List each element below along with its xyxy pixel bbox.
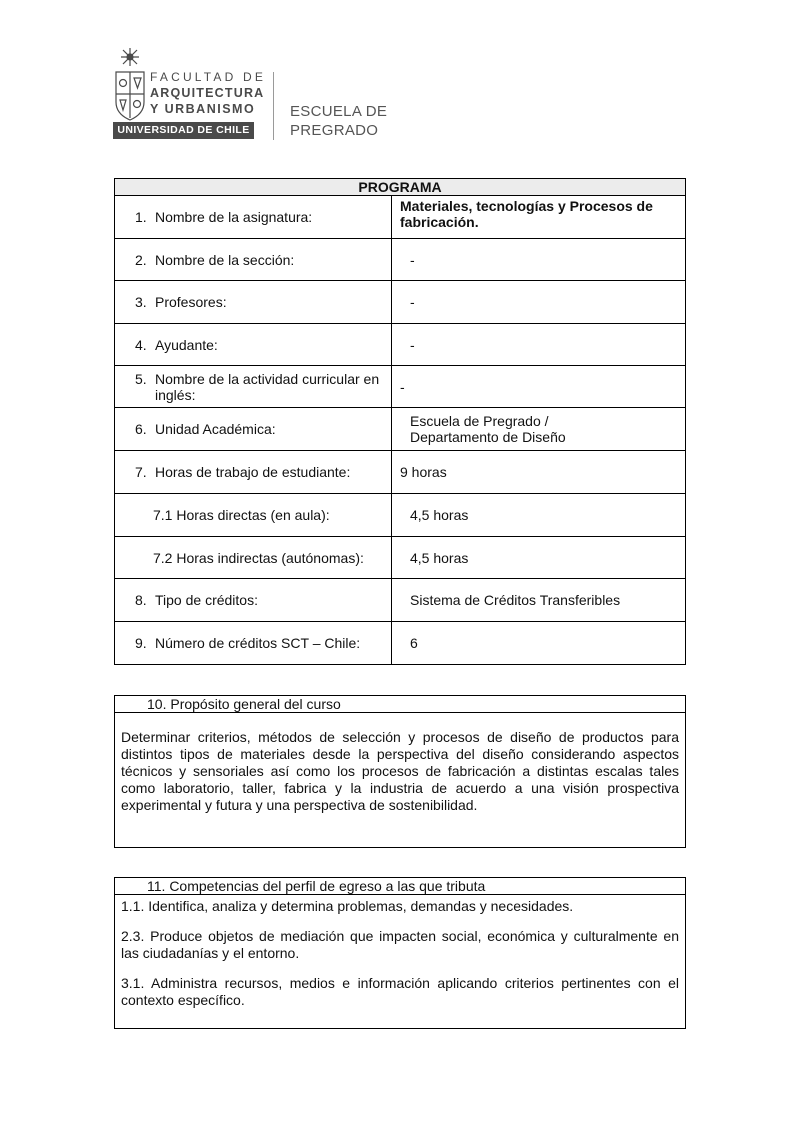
program-title: PROGRAMA bbox=[115, 179, 686, 196]
competency-item: 2.3. Produce objetos de mediación que impacten social, económica y culturalmente en las ciudadanías y el entorno. bbox=[121, 928, 679, 961]
school-name-line2: PREGRADO bbox=[290, 122, 379, 139]
english-name-value: - bbox=[392, 366, 686, 408]
row-label bbox=[115, 408, 392, 451]
logo-divider bbox=[273, 72, 274, 140]
purpose-heading: 10. Propósito general del curso bbox=[115, 696, 685, 713]
table-row bbox=[115, 494, 686, 537]
row-label-text: Horas de trabajo de estudiante: bbox=[155, 464, 351, 480]
row-label bbox=[115, 579, 392, 622]
row-label bbox=[115, 366, 392, 408]
competencies-body bbox=[115, 895, 685, 1009]
row-label bbox=[115, 324, 392, 366]
university-name-bar: UNIVERSIDAD DE CHILE bbox=[113, 122, 254, 139]
row-label-text: Nombre de la asignatura: bbox=[155, 209, 313, 225]
row-number: 9. bbox=[135, 635, 147, 651]
row-label bbox=[115, 239, 392, 281]
table-row bbox=[115, 408, 686, 451]
sct-credits-value: 6 bbox=[392, 622, 686, 665]
row-label bbox=[115, 537, 392, 579]
program-table bbox=[114, 178, 686, 665]
row-number: 6. bbox=[135, 421, 147, 437]
row-number: 5. bbox=[135, 370, 147, 387]
row-number: 4. bbox=[135, 336, 147, 353]
table-row bbox=[115, 579, 686, 622]
row-label bbox=[115, 622, 392, 665]
table-row bbox=[115, 239, 686, 281]
purpose-box bbox=[114, 695, 686, 848]
row-number: 2. bbox=[135, 251, 147, 268]
table-row bbox=[115, 451, 686, 494]
row-label bbox=[115, 196, 392, 239]
row-label-text: Nombre de la actividad curricular en inglés: bbox=[155, 370, 380, 403]
purpose-body bbox=[115, 713, 685, 814]
table-row bbox=[115, 196, 686, 239]
row-number: 3. bbox=[135, 294, 147, 310]
row-label-text: 7.2 Horas indirectas (autónomas): bbox=[153, 549, 364, 566]
row-label-text: Ayudante: bbox=[155, 336, 218, 353]
competencies-heading: 11. Competencias del perfil de egreso a las que tributa bbox=[115, 878, 685, 895]
table-row bbox=[115, 537, 686, 579]
row-label bbox=[115, 494, 392, 537]
competency-item: 3.1. Administra recursos, medios e información aplicando criterios pertinentes con el contexto específico. bbox=[121, 975, 679, 1008]
table-row bbox=[115, 281, 686, 324]
row-label-text: Número de créditos SCT – Chile: bbox=[155, 635, 361, 651]
course-name-value: Materiales, tecnologías y Procesos de fabricación. bbox=[392, 196, 686, 239]
row-label-text: Tipo de créditos: bbox=[155, 592, 258, 608]
school-name bbox=[290, 102, 387, 140]
competency-item: 1.1. Identifica, analiza y determina problemas, demandas y necesidades. bbox=[121, 898, 574, 914]
row-label-text: Nombre de la sección: bbox=[155, 251, 295, 268]
faculty-name-line1: FACULTAD DE bbox=[150, 70, 267, 84]
indirect-hours-value: 4,5 horas bbox=[392, 537, 686, 579]
competencies-box bbox=[114, 877, 686, 1029]
table-row bbox=[115, 622, 686, 665]
row-label-text: 7.1 Horas directas (en aula): bbox=[153, 507, 330, 523]
row-label-text: Unidad Académica: bbox=[155, 421, 276, 437]
row-number: 1. bbox=[135, 209, 147, 225]
program-title-row bbox=[115, 179, 686, 196]
professors-value: - bbox=[392, 281, 686, 324]
academic-unit-value: Escuela de Pregrado / Departamento de Diseño bbox=[392, 408, 686, 451]
direct-hours-value: 4,5 horas bbox=[392, 494, 686, 537]
row-label-text: Profesores: bbox=[155, 294, 227, 310]
purpose-text: Determinar criterios, métodos de selección y procesos de diseño de productos para distintos tipos de materiales desde la perspectiva del diseño considerando aspectos técnicos y sensoriales así como los procesos de fabricación a distintas escalas tales como laboratorio, taller, fabrica y la industria de acuerdo a una visión prospectiva experimental y futura y una perspectiva de sostenibilidad. bbox=[121, 729, 679, 813]
student-hours-value: 9 horas bbox=[392, 451, 686, 494]
university-seal-icon bbox=[113, 46, 147, 122]
table-row bbox=[115, 324, 686, 366]
row-label bbox=[115, 451, 392, 494]
faculty-name-line3: Y URBANISMO bbox=[150, 102, 256, 116]
faculty-name-line2: ARQUITECTURA bbox=[150, 86, 265, 100]
credit-type-value: Sistema de Créditos Transferibles bbox=[392, 579, 686, 622]
table-row bbox=[115, 366, 686, 408]
row-number: 8. bbox=[135, 592, 147, 608]
section-name-value: - bbox=[392, 239, 686, 281]
row-label bbox=[115, 281, 392, 324]
assistant-value: - bbox=[392, 324, 686, 366]
school-name-line1: ESCUELA DE bbox=[290, 103, 388, 120]
row-number: 7. bbox=[135, 464, 147, 480]
